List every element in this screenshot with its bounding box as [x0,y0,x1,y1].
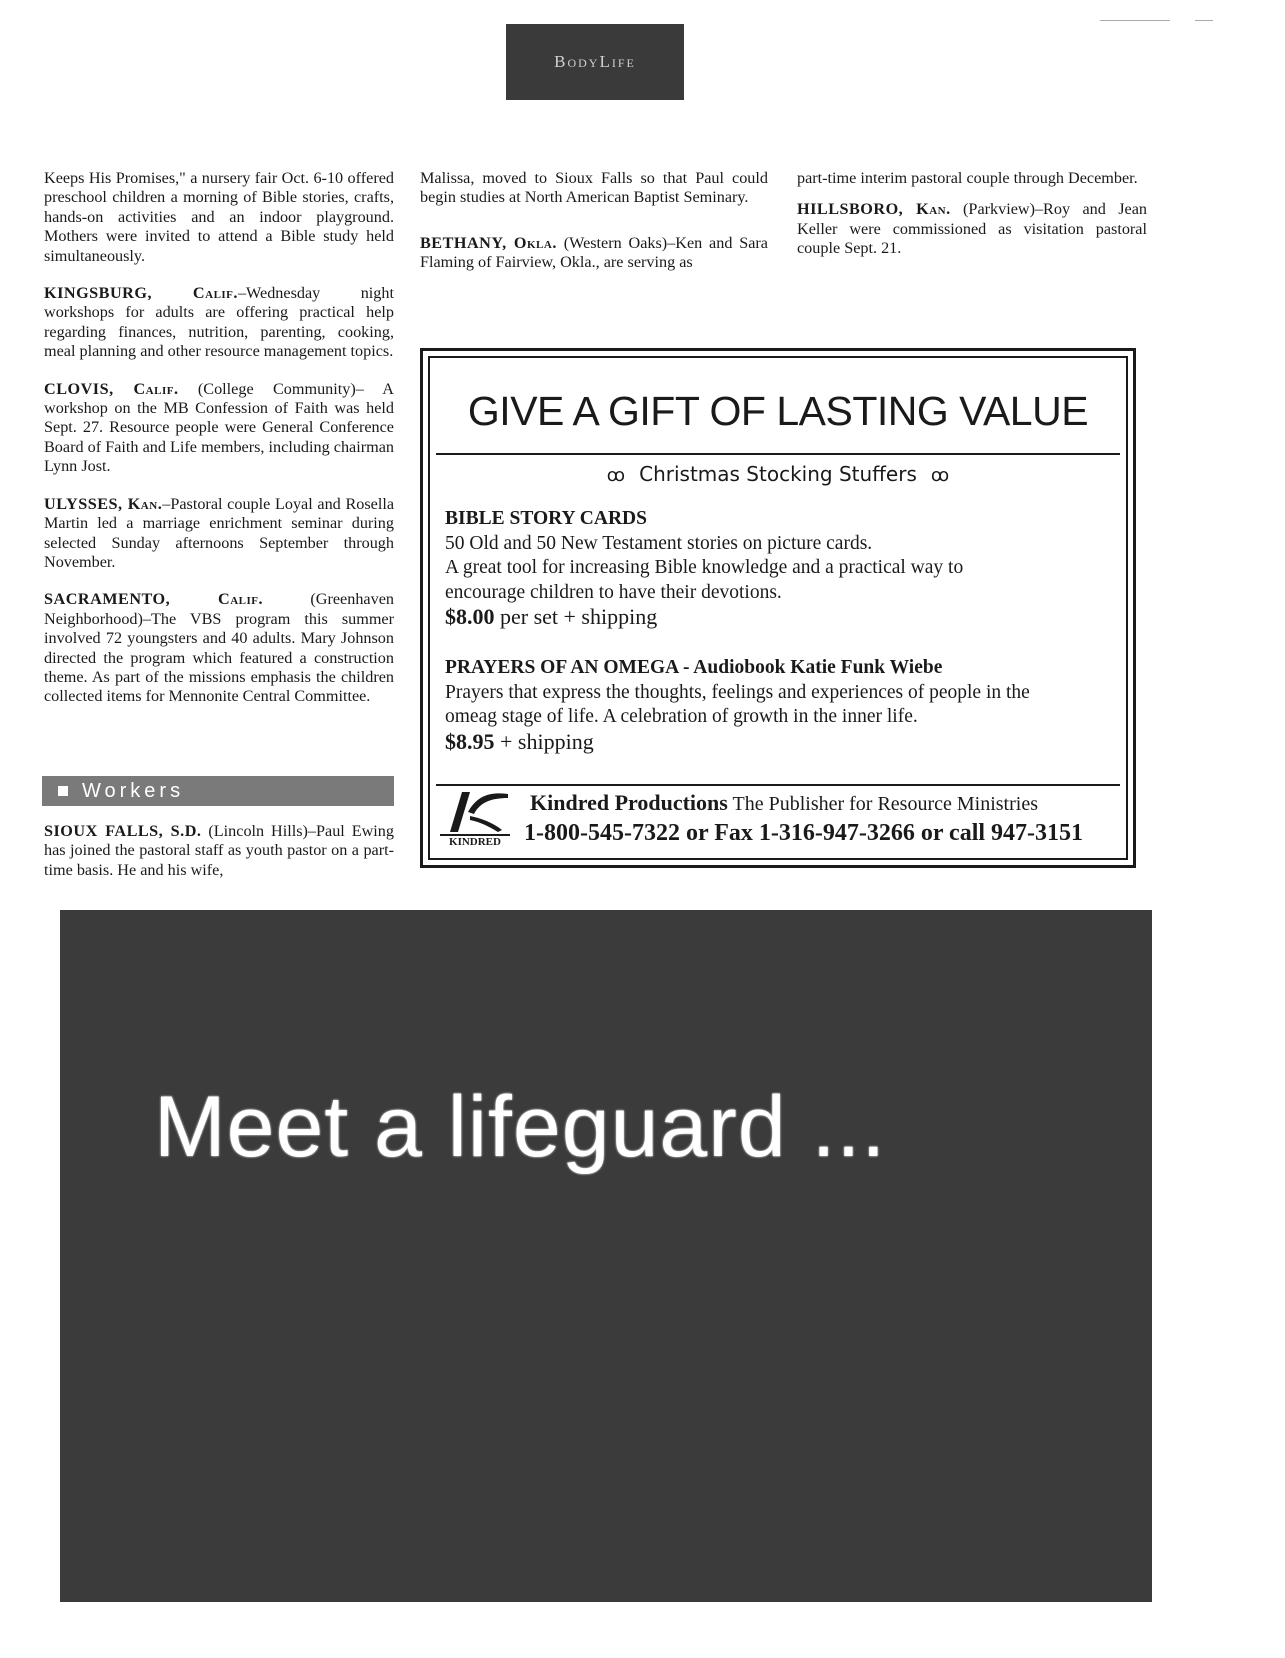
ad-subtitle: Christmas Stocking Stuffers [639,462,917,486]
place-bethany: BETHANY, Okla. [420,233,557,252]
publisher-name: Kindred Productions [530,790,728,815]
column-1-lower [44,822,394,898]
text-ulysses: –Pastoral couple Loyal and Rosella Martin led a marriage enrichment seminar during selected Sunday afternoons September through November. [44,494,395,571]
text-bethany: (Western Oaks)–Ken and Sara Flaming of Fairview, Okla., are serving as [420,233,768,272]
workers-section-header [42,776,394,806]
article-sioux-falls-cont: Malissa, moved to Sioux Falls so that Paul could begin studies at North American Baptist Seminary. [420,169,768,207]
ad-item-bible-cards [445,507,1105,632]
kindred-logo [440,788,510,850]
text-sacramento: (Greenhaven Neighborhood)–The VBS program this summer involved 72 youngsters and 40 adults. Mary Johnson directed the program which featured a construction theme. As part of the missions emphasis the children collected items for Mennonite Central Committee. [44,590,394,706]
item-price-suffix: + shipping [494,728,594,754]
item-price-suffix: per set + shipping [494,604,658,629]
column-1 [44,169,394,725]
publisher-contact: 1-800-545-7322 or Fax 1-316-947-3266 or call 947-3151 [524,820,1084,846]
item-line: omeag stage of life. A celebration of growth in the inner life. [445,706,918,727]
item-price: $8.95 [445,728,495,754]
column-2 [420,169,768,291]
header-rule-short [1195,20,1213,21]
item-line: A great tool for increasing Bible knowledge and a practical way to [445,557,964,578]
place-sacramento: SACRAMENTO, Calif. [44,590,264,609]
square-bullet-icon [58,786,68,796]
place-hillsboro: HILLSBORO, Kan. [797,200,951,219]
publisher-tagline: The Publisher for Resource Ministries [727,793,1038,815]
ad-item-prayers [445,656,1105,756]
lifeguard-banner [60,910,1152,1602]
publisher-line [530,790,1038,816]
item-line: Prayers that express the thoughts, feelings and experiences of people in the [445,681,1030,703]
section-header [506,24,684,100]
text-kingsburg: –Wednesday night workshops for adults are offering practical help regarding finances, nutrition, parenting, cooking, meal planning and other resource management topics. [44,284,394,361]
text-sioux-falls: (Lincoln Hills)–Paul Ewing has joined the pastoral staff as youth pastor on a part-time basis. He and his wife, [44,822,394,879]
place-kingsburg: KINGSBURG, Calif. [44,284,238,303]
item-line: 50 Old and 50 New Testament stories on picture cards. [445,532,873,554]
ad-divider [436,784,1120,786]
place-sioux-falls: SIOUX FALLS, S.D. [44,822,202,840]
item-price-row [445,605,1105,632]
article-nursery-fair: Keeps His Promises," a nursery fair Oct. 6-10 offered preschool children a morning of Bible stories, crafts, hands-on activities and an indoor playground. Mothers were invited to attend a Bible study held simultaneously. [44,169,394,265]
ad-title: GIVE A GIFT OF LASTING VALUE [467,388,1089,434]
place-clovis: CLOVIS, Calif. [44,379,179,398]
section-title: BodyLife [554,52,636,71]
ornament-icon: ꝏ [606,465,626,486]
article-hillsboro [797,200,1147,258]
article-bethany-cont: part-time interim pastoral couple through December. [797,169,1138,187]
item-heading: PRAYERS OF AN OMEGA - Audiobook Katie Funk Wiebe [445,657,943,678]
article-bethany [420,234,768,273]
ad-subtitle-row [440,462,1116,486]
ad-divider [436,453,1120,455]
text-clovis: (College Community)– A workshop on the MB Confession of Faith was held Sept. 27. Resource people were General Conference Board of Faith and Life members, including chairman Lynn Jost. [44,379,394,476]
place-ulysses: ULYSSES, Kan. [44,494,163,513]
column-3 [797,169,1147,277]
item-line: encourage children to have their devotions. [445,581,782,603]
item-heading: BIBLE STORY CARDS [445,508,647,529]
item-price-row [445,730,1105,757]
banner-headline: Meet a lifeguard ... [154,1079,887,1175]
article-ulysses [44,495,394,573]
article-kingsburg [44,284,394,362]
item-price: $8.00 [445,604,495,629]
header-rule [1100,20,1170,21]
article-sacramento [44,590,394,706]
article-sioux-falls [44,822,394,880]
logo-wordmark: KINDRED [449,836,501,848]
ornament-icon: ꝏ [930,465,950,486]
workers-label: Workers [82,779,185,802]
article-clovis [44,380,394,477]
text-hillsboro: (Parkview)–Roy and Jean Keller were commissioned as visitation pastoral couple Sept. 21. [797,200,1147,258]
